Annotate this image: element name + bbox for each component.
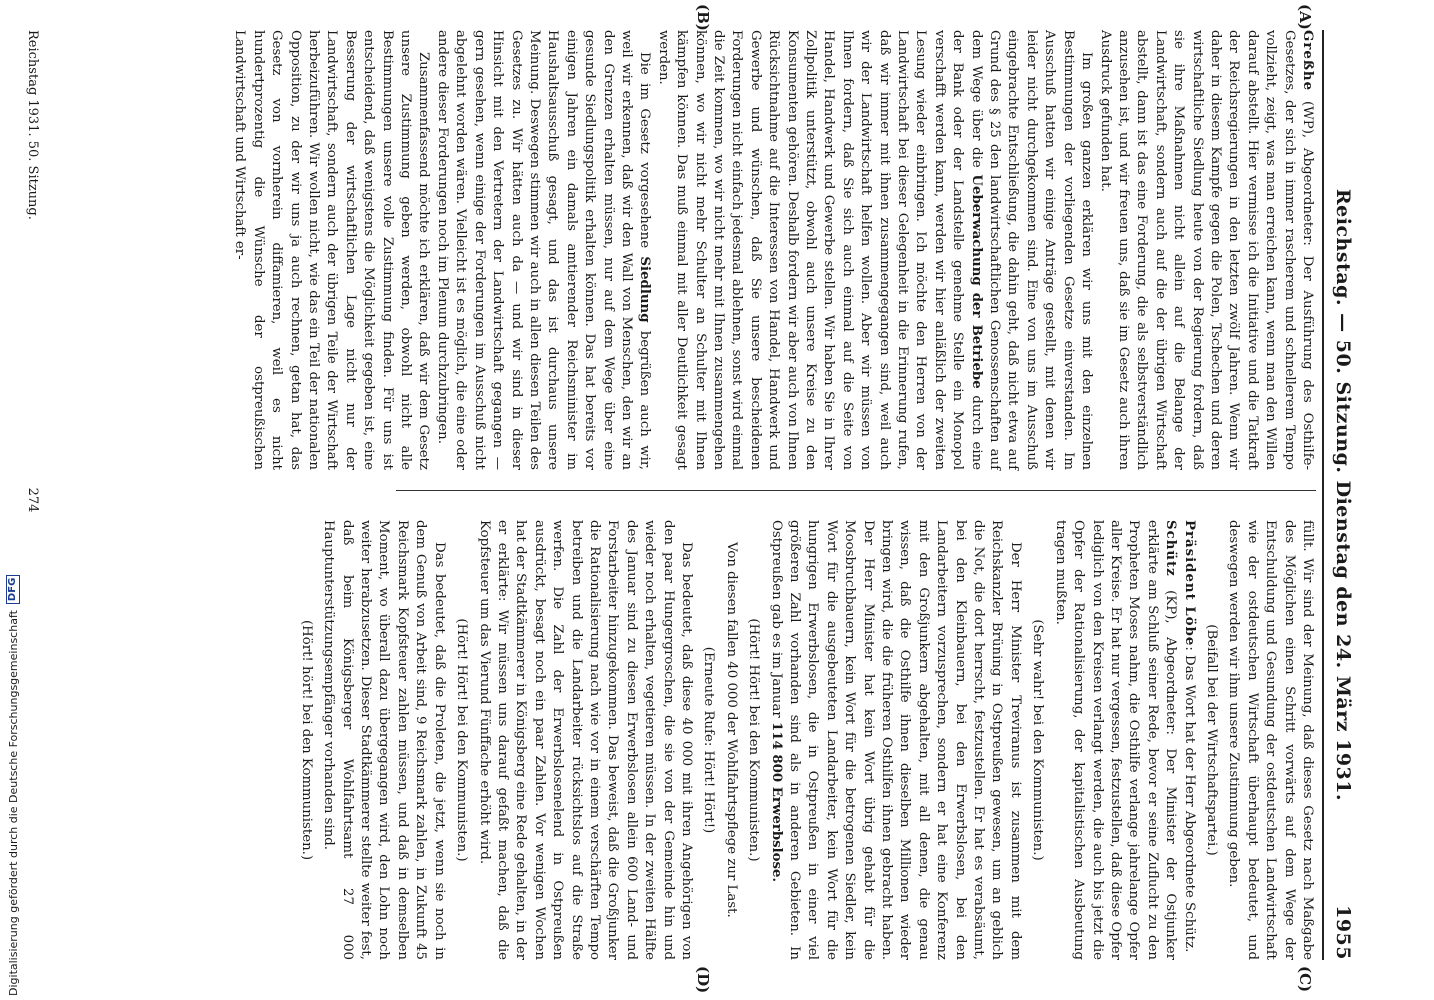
emphasis-text: 114 800 Erwerbslose. (768, 722, 784, 883)
header-rule (1322, 30, 1324, 960)
paragraph-text: Zusammenfassend möchte ich erklären, daß wir dem Gesetz unsere Zustimmung geben werden, obwohl nicht alle Bestimmungen unsere volle Zustimmung finden. Für uns ist entscheidend, daß wenigstens die Möglichkeit gegeben ist, eine Besserung der wirtschaftlichen Lage nicht nur der Landwirtschaft, sondern auch der übrigen Teile der Wirtschaft herbeizuführen. Wir wollen nicht, wie das ein Teil der nationalen Opposition, zu der wir uns ja auch rechnen, getan hat, das Gesetz von vornherein diffamieren, weil es nicht hundertprozentig die Wünsche der ostpreußischen Landwirtschaft und Wirtschaft er- (232, 30, 432, 470)
speech-paragraph: Das bedeutet, daß die Proleten, die jetzt, wenn sie noch in dem Genuß von Arbeit sind, 9 Reichsmark zahlen, in Zukunft 45 Reichsmark Kopfsteuer zahlen müssen, und daß in demselben Moment, wo überall dazu übergegangen wird, den Lohn noch weiter herabzusetzen. Dieser Stadtkämmerer stellte weiter fest, daß beim Königsberger Wohlfahrtsamt 27 000 Hauptunterstützungsempfänger vorhanden sind. (321, 520, 447, 960)
speech-paragraph: Das bedeutet, daß diese 40 000 mit ihren Angehörigen von den paar Hungergroschen, die sie von der Gemeinde hin und wieder noch erhalten, vegetieren müssen. In der zweiten Hälfte des Januar sind zu diesen Erwerbslosen allein 600 Land- und Forstarbeiter hinzugekommen. Das beweist, daß die Großjunker die Rationalisierung nach wie vor in einem verschärften Tempo betreiben und die Landarbeiter rücksichtslos auf die Straße werfen. Die Zahl der Erwerbslosenelend in Ostpreußen ausdrückt, besagt noch ein paar Zahlen. Vor wenigen Wochen hat der Stadtkämmerer in Königsberg eine Rede gehalten, in der er erklärte: Wir müssen uns darauf gefaßt machen, daß die Kopfsteuer um das Vierund Fünffache erhöht wird. (476, 520, 694, 960)
speech-paragraph: füllt. Wir sind der Meinung, daß dieses Gesetz nach Maßgabe des Möglichen einen Schritt vorwärts auf dem Wege der Entschuldung und Gesundung der ostdeutschen Landwirtschaft wie der ostdeutschen Wirtschaft überhaupt bedeutet, und deswegen werden wir ihm unsere Zustimmung geben. (1226, 520, 1315, 960)
paragraph-text: (WP), Abgeordneter: Der Ausführung des Osthilfe-Gesetzes, der sich in immer rascherem und schnellerem Tempo vollzieht, zeigt, was man erreichen kann, wenn man den Willen darauf abstellt. Hier vermisse ich die Initiative und die Tatkraft der Reichsregierungen in den letzten zwölf Jahren. Wenn wir daher in diesem Kampfe gegen die Polen, Tschechen und deren wirtschaftliche Siedlung heute von der Regierung fordern, daß sie ihre Maßnahmen nicht allein auf die Belange der Landwirtschaft, sondern auch auf die der übrigen Wirtschaft abstellt, dann ist das eine Forderung, die als selbstverständlich anzusehen ist, und wir freuen uns, daß sie im Gesetz auch ihren Ausdruck gefunden hat. (1097, 30, 1315, 470)
speech-paragraph (1050, 520, 1179, 960)
page-number: 1955 (1332, 905, 1354, 960)
margin-marker-c: (C) (1296, 966, 1314, 993)
margin-marker-a: (A) (1296, 4, 1314, 30)
document-page (12, 0, 1362, 1000)
reaction-note: (Hört! hört! bei den Kommunisten.) (298, 619, 314, 861)
column-divider (396, 490, 1316, 491)
reaction-note: (Beifall bei der Wirtschaftspartei.) (1203, 624, 1219, 856)
speech-paragraph (766, 520, 1024, 960)
reaction-note: (Sehr wahr! bei den Kommunisten.) (1030, 619, 1046, 861)
speaker-name: Präsident Löbe (1181, 520, 1197, 647)
paragraph-text: durch eine der Bank oder der Landstelle genehme Stelle ein Monopol verschafft werden kann, werden wir hier anläßlich der zweiten Lesung wieder einbringen. Ich möchte den Herren von der Landwirtschaft bei dieser Gelegenheit in die Erinnerung rufen, daß wir immer mit ihnen zusammengegangen sind, weil auch wir der Landwirtschaft helfen wollen. Aber wir müssen von Ihnen fordern, daß Sie sich auch einmal auf die Seite von Handel, Handwerk und Gewerbe stellen. Wir haben Sie in Ihrer Zollpolitik unterstützt, obwohl auch unsere Kreise zu den Konsumenten gehören. Deshalb fordern wir aber auch von Ihnen Rücksichtnahme auf die Interessen von Handel, Handwerk und Gewerbe und wünschen, daß Sie unsere bescheidenen Forderungen nicht einfach jedesmal ablehnen, sonst wird einmal die Zeit kommen, wo wir nicht mehr mit Ihnen zusammengehen können, wo wir nicht mehr Schulter an Schulter mit Ihnen kämpfen können. Das muß einmal mit aller Deutlichkeit gesagt werden. (655, 30, 984, 471)
paragraph-text: Der Herr Minister Treviranus ist zusammen mit dem Reichskanzler Brüning in Ostpreußen gewesen, um an geblich die Not, die dort herrscht, festzustellen. Er hat es verabsäumt, bei den Kleinbauern, bei den Erwerbslosen, bei den Landarbeitern vorzusprechen, sondern er hat eine Konferenz mit den Großjunkern abgehalten, mit all denen, die genau wissen, daß die Osthilfe ihnen dieselben Millionen wieder bringen wird, die die früheren Osthilfen ihnen gebracht haben. Der Herr Minister hat kein Wort übrig gehabt für die Moosbruchbauern, kein Wort für die betrogenen Siedler, kein Wort für die ausgebeuteten Landarbeiter, kein Wort für die hungrigen Erwerbslosen, die in Ostpreußen in einer viel größeren Zahl vorhanden sind als in anderen Gebieten. In Ostpreußen gab es im Januar (768, 520, 1023, 960)
paragraph-text: begrüßen auch wir, weil wir erkennen, daß wir den Wall von Menschen, den wir an den Grenzen erhalten müssen, nur auf dem Wege über eine gesunde Siedlungspolitik erhalten können. Das hat bereits vor einigen Jahren ein damals amtierender Reichsminister im Haushaltsausschuß gesagt, und das ist durchaus unsere Meinung. Deswegen stimmen wir auch in allen diesen Teilen des Gesetzes zu. Wir hätten auch da — und wir sind in dieser Hinsicht mit den Vertretern der Landwirtschaft gegangen — gern gesehen, wenn einige der Forderungen im Ausschuß nicht abgelehnt worden wären. Vielleicht ist es möglich, die eine oder andere dieser Forderungen noch im Plenum durchzubringen. (434, 30, 653, 470)
reaction-note: (Hört! Hört! bei den Kommunisten.) (746, 618, 762, 862)
paragraph-text: Im großen ganzen erklären wir uns mit den einzelnen Bestimmungen der vorliegenden Gesetze einverstanden. Im Ausschuß hatten wir einige Anträge gestellt, mit denen wir leider nicht durchgekommen sind. Eine von uns im Ausschuß eingebrachte Entschließung, die dahin geht, daß nicht etwa auf Grund des § 25 den landwirtschaftlichen Genossenschaften auf dem Wege über die (968, 30, 1095, 470)
dfg-logo-icon: DFG (6, 575, 20, 604)
digitization-text: Digitalisierung gefördert durch die Deutsche Forschungsgemeinschaft (6, 610, 20, 996)
paragraph-text: Die im Gesetz vorgesehene (637, 52, 653, 257)
paragraph-text: : Das Wort hat der Herr Abgeordnete Schütz. (1181, 646, 1197, 953)
header-title: Reichstag. — 50. Sitzung. Dienstag den 24. März 1931. (1332, 188, 1354, 802)
right-column (292, 520, 1316, 960)
speaker-name: Greßhe (1300, 30, 1315, 92)
emphasis-text: Ueberwachung der Betriebe (968, 174, 984, 389)
digitization-note (6, 575, 20, 996)
footer-session-label: Reichstag 1931. 50. Sitzung. (25, 30, 40, 220)
margin-marker-b: (B) (694, 4, 712, 31)
speaker-name: Schütz (1163, 520, 1179, 577)
page-header (1324, 30, 1358, 960)
reaction-note: (Erneute Rufe: Hört! Hört!) (701, 646, 717, 834)
speech-paragraph (230, 30, 432, 470)
margin-marker-d: (D) (694, 966, 712, 994)
reaction-note: (Hört! Hört! bei den Kommunisten.) (454, 618, 470, 862)
speech-paragraph (1179, 520, 1197, 960)
footer-page-number: 274 (25, 487, 40, 513)
left-column (230, 30, 1316, 470)
paragraph-text: (KP), Abgeordneter: Der Minister der Ostjunker erklärte am Schluß seiner Rede, bevor er seine Zuflucht zu den Propheten Moses nahm, die Osthilfe verlange jahrelange Opfer aller Kreise. Er hat nur vergessen, festzustellen, daß diese Opfer lediglich von den Kreisen verlangt werden, die auch bis jetzt die Opfer der Rationalisierung, der kapitalistischen Ausbeutung tragen mußten. (1052, 520, 1179, 960)
speech-paragraph (433, 30, 654, 470)
speech-paragraph (1095, 30, 1316, 470)
emphasis-text: Siedlung (637, 256, 653, 323)
speech-paragraph: Von diesen fallen 40 000 der Wohlfahrtspflege zur Last. (723, 542, 739, 918)
speech-paragraph (653, 30, 1095, 470)
